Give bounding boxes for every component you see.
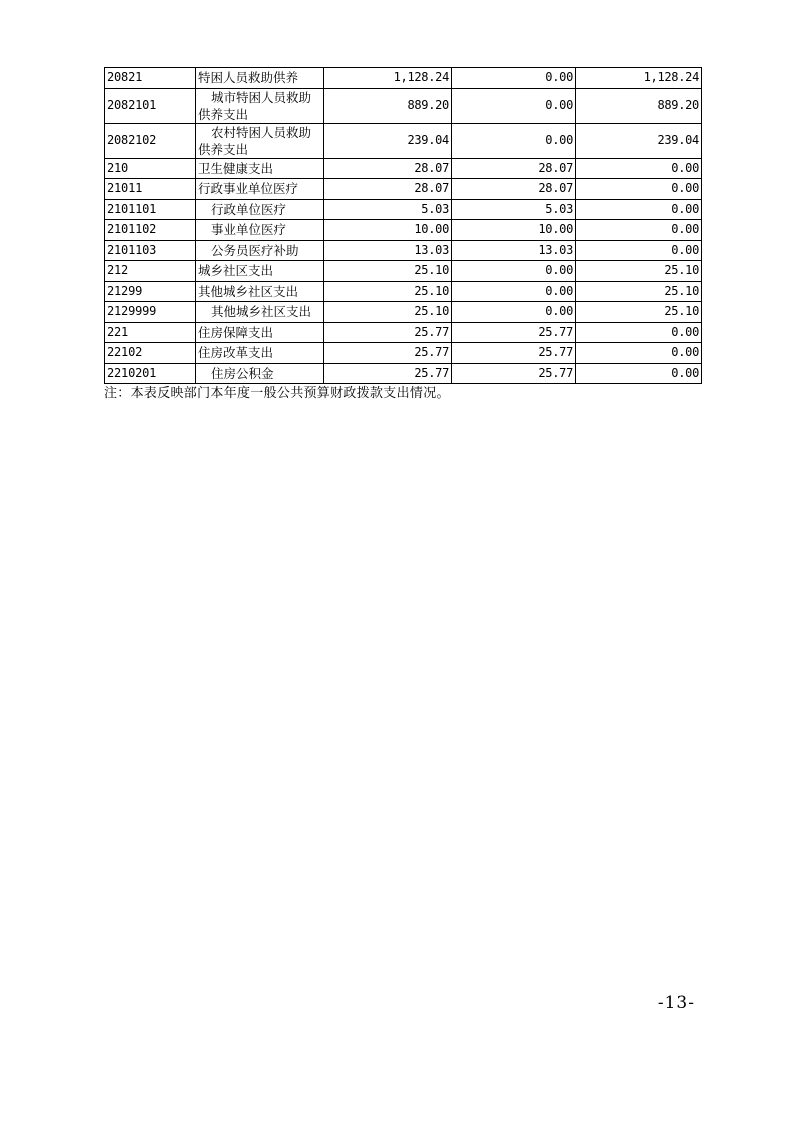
table-row	[105, 68, 702, 89]
total-amount-cell: 25.10	[324, 261, 452, 282]
table-row	[105, 88, 702, 123]
subject-name-cell: 公务员医疗补助	[196, 240, 324, 261]
subject-code-cell: 21011	[105, 179, 196, 200]
total-amount-cell: 25.77	[324, 363, 452, 384]
project-expenditure-cell: 0.00	[576, 179, 702, 200]
subject-code-cell: 2129999	[105, 302, 196, 323]
table-row	[105, 179, 702, 200]
subject-name-cell: 农村特困人员救助供养支出	[196, 123, 324, 158]
subject-code-cell: 21299	[105, 281, 196, 302]
project-expenditure-cell: 239.04	[576, 123, 702, 158]
subject-code-cell: 2101101	[105, 199, 196, 220]
subject-name-cell: 住房保障支出	[196, 322, 324, 343]
total-amount-cell: 25.10	[324, 281, 452, 302]
table-row	[105, 302, 702, 323]
total-amount-cell: 889.20	[324, 88, 452, 123]
total-amount-cell: 13.03	[324, 240, 452, 261]
project-expenditure-cell: 0.00	[576, 199, 702, 220]
table-row	[105, 240, 702, 261]
subject-code-cell: 2210201	[105, 363, 196, 384]
subject-code-cell: 2101102	[105, 220, 196, 241]
subject-name-cell: 其他城乡社区支出	[196, 302, 324, 323]
subject-name-cell: 行政单位医疗	[196, 199, 324, 220]
project-expenditure-cell: 0.00	[576, 220, 702, 241]
project-expenditure-cell: 0.00	[576, 240, 702, 261]
budget-expenditure-table	[104, 67, 702, 384]
subject-name-cell: 城乡社区支出	[196, 261, 324, 282]
subject-name-cell: 城市特困人员救助供养支出	[196, 88, 324, 123]
table-footnote: 注：本表反映部门本年度一般公共预算财政拨款支出情况。	[104, 386, 450, 401]
basic-expenditure-cell: 28.07	[452, 179, 576, 200]
subject-name-cell: 住房改革支出	[196, 343, 324, 364]
table-row	[105, 199, 702, 220]
total-amount-cell: 28.07	[324, 179, 452, 200]
basic-expenditure-cell: 25.77	[452, 322, 576, 343]
subject-name-cell: 住房公积金	[196, 363, 324, 384]
project-expenditure-cell: 0.00	[576, 343, 702, 364]
subject-code-cell: 22102	[105, 343, 196, 364]
basic-expenditure-cell: 0.00	[452, 261, 576, 282]
project-expenditure-cell: 1,128.24	[576, 68, 702, 89]
basic-expenditure-cell: 0.00	[452, 123, 576, 158]
subject-name-cell: 行政事业单位医疗	[196, 179, 324, 200]
subject-code-cell: 2082101	[105, 88, 196, 123]
subject-name-cell: 特困人员救助供养	[196, 68, 324, 89]
basic-expenditure-cell: 25.77	[452, 343, 576, 364]
subject-code-cell: 210	[105, 158, 196, 179]
basic-expenditure-cell: 0.00	[452, 302, 576, 323]
page-number: -13-	[657, 993, 695, 1013]
subject-code-cell: 212	[105, 261, 196, 282]
total-amount-cell: 5.03	[324, 199, 452, 220]
basic-expenditure-cell: 0.00	[452, 281, 576, 302]
table-row	[105, 281, 702, 302]
project-expenditure-cell: 25.10	[576, 281, 702, 302]
basic-expenditure-cell: 0.00	[452, 88, 576, 123]
subject-name-cell: 事业单位医疗	[196, 220, 324, 241]
total-amount-cell: 10.00	[324, 220, 452, 241]
basic-expenditure-cell: 13.03	[452, 240, 576, 261]
total-amount-cell: 25.77	[324, 343, 452, 364]
table-body	[105, 68, 702, 384]
project-expenditure-cell: 889.20	[576, 88, 702, 123]
table-row	[105, 158, 702, 179]
project-expenditure-cell: 0.00	[576, 158, 702, 179]
table-row	[105, 363, 702, 384]
total-amount-cell: 28.07	[324, 158, 452, 179]
subject-code-cell: 221	[105, 322, 196, 343]
project-expenditure-cell: 0.00	[576, 363, 702, 384]
subject-code-cell: 2101103	[105, 240, 196, 261]
total-amount-cell: 1,128.24	[324, 68, 452, 89]
project-expenditure-cell: 0.00	[576, 322, 702, 343]
total-amount-cell: 239.04	[324, 123, 452, 158]
table-row	[105, 220, 702, 241]
basic-expenditure-cell: 25.77	[452, 363, 576, 384]
total-amount-cell: 25.10	[324, 302, 452, 323]
table-row	[105, 123, 702, 158]
total-amount-cell: 25.77	[324, 322, 452, 343]
subject-name-cell: 卫生健康支出	[196, 158, 324, 179]
table-row	[105, 322, 702, 343]
subject-name-cell: 其他城乡社区支出	[196, 281, 324, 302]
basic-expenditure-cell: 5.03	[452, 199, 576, 220]
basic-expenditure-cell: 0.00	[452, 68, 576, 89]
table-row	[105, 343, 702, 364]
table-row	[105, 261, 702, 282]
basic-expenditure-cell: 28.07	[452, 158, 576, 179]
project-expenditure-cell: 25.10	[576, 261, 702, 282]
basic-expenditure-cell: 10.00	[452, 220, 576, 241]
subject-code-cell: 2082102	[105, 123, 196, 158]
subject-code-cell: 20821	[105, 68, 196, 89]
project-expenditure-cell: 25.10	[576, 302, 702, 323]
